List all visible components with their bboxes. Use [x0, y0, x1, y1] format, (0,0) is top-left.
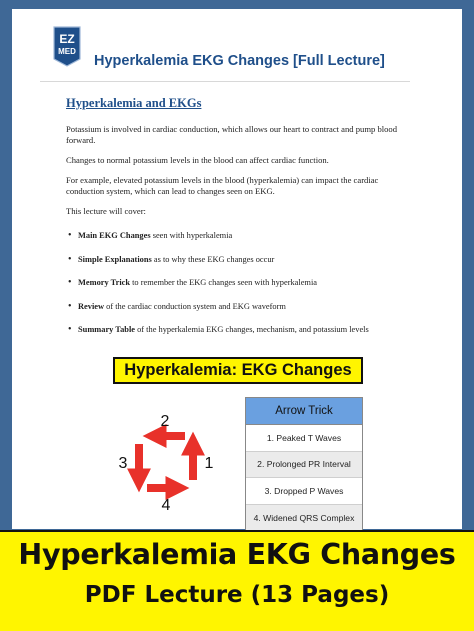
list-item: • Simple Explanations as to why these EKG changes occur: [66, 255, 416, 279]
table-row: 2. Prolonged PR Interval: [246, 452, 362, 479]
footer-headline: Hyperkalemia EKG Changes: [18, 538, 456, 571]
paragraph: Potassium is involved in cardiac conduction, which allows our heart to contract and pump blood forward.: [66, 124, 398, 145]
arrow-trick-table: [245, 397, 363, 532]
ez-med-logo: [52, 25, 82, 67]
table-header: Arrow Trick: [246, 398, 362, 425]
paragraph: This lecture will cover:: [66, 206, 146, 216]
title-divider: [40, 81, 410, 82]
table-row: 1. Peaked T Waves: [246, 425, 362, 452]
list-item: • Review of the cardiac conduction system and EKG waveform: [66, 302, 416, 326]
paragraph: Changes to normal potassium levels in the blood can affect cardiac function.: [66, 155, 329, 165]
logo-text-med: MED: [58, 47, 76, 56]
table-row: 3. Dropped P Waves: [246, 478, 362, 505]
list-item: • Main EKG Changes seen with hyperkalemia: [66, 231, 416, 255]
arrow-label-4: 4: [161, 497, 171, 514]
arrow-label-2: 2: [160, 413, 170, 430]
document-page: [12, 9, 462, 529]
logo-text-ez: EZ: [59, 32, 75, 46]
section-heading: Hyperkalemia and EKGs: [66, 96, 202, 110]
arrow-cycle-diagram: [113, 408, 231, 518]
promo-footer: [0, 530, 474, 631]
paragraph: For example, elevated potassium levels in the blood (hyperkalemia) can impact the cardiac conduction system, which can lead to changes seen on EKG.: [66, 175, 379, 196]
list-item: • Memory Trick to remember the EKG changes seen with hyperkalemia: [66, 278, 416, 302]
arrow-label-1: 1: [204, 455, 214, 472]
coverage-list: [66, 231, 416, 349]
arrow-label-3: 3: [118, 455, 128, 472]
document-title: Hyperkalemia EKG Changes [Full Lecture]: [94, 53, 385, 69]
list-item: • Summary Table of the hyperkalemia EKG changes, mechanism, and potassium levels: [66, 325, 416, 349]
ekg-changes-banner: Hyperkalemia: EKG Changes: [113, 357, 363, 384]
table-row: 4. Widened QRS Complex: [246, 505, 362, 532]
intro-section: [66, 96, 416, 349]
footer-subheadline: PDF Lecture (13 Pages): [84, 582, 390, 608]
